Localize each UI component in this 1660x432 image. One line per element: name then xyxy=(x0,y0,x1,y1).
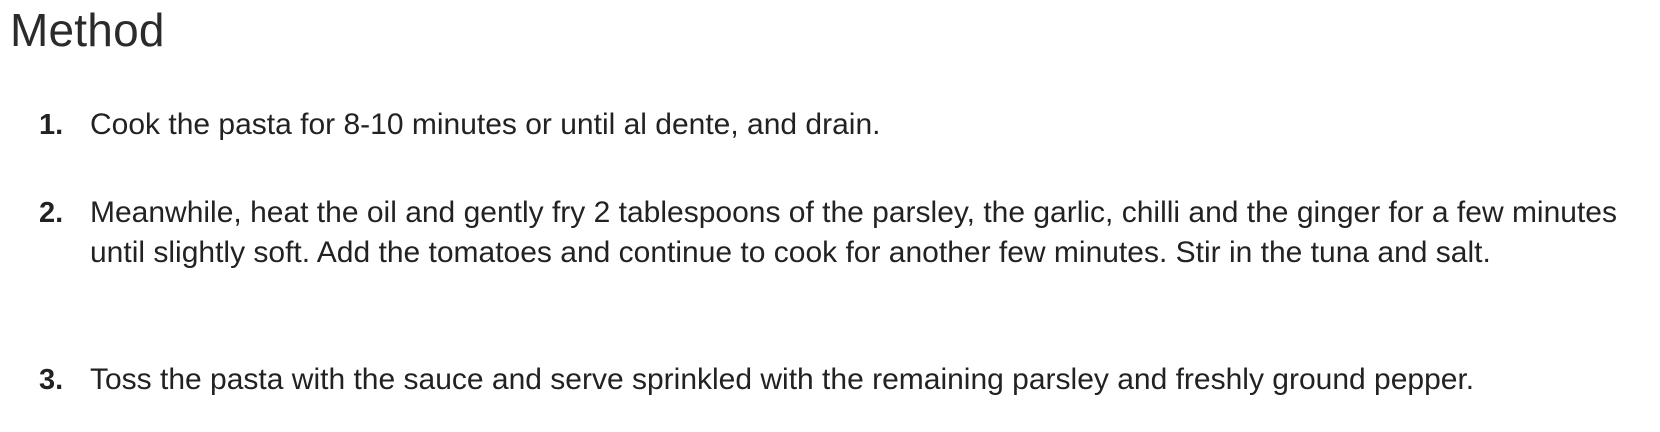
step-number: 1. xyxy=(39,109,64,141)
step-text: Toss the pasta with the sauce and serve sprinkled with the remaining parsley and freshly ground pepper. xyxy=(90,363,1475,396)
step-text: Meanwhile, heat the oil and gently fry 2 tablespoons of the parsley, the garlic, chilli and the ginger for a few minutes until slightly soft. Add the tomatoes and continue to cook for another few minutes. Stir in the tuna and salt. xyxy=(90,196,1617,269)
method-heading: Method xyxy=(10,4,165,56)
step-number: 3. xyxy=(39,364,64,396)
step-text: Cook the pasta for 8-10 minutes or until al dente, and drain. xyxy=(90,108,881,141)
step-number: 2. xyxy=(39,197,64,229)
